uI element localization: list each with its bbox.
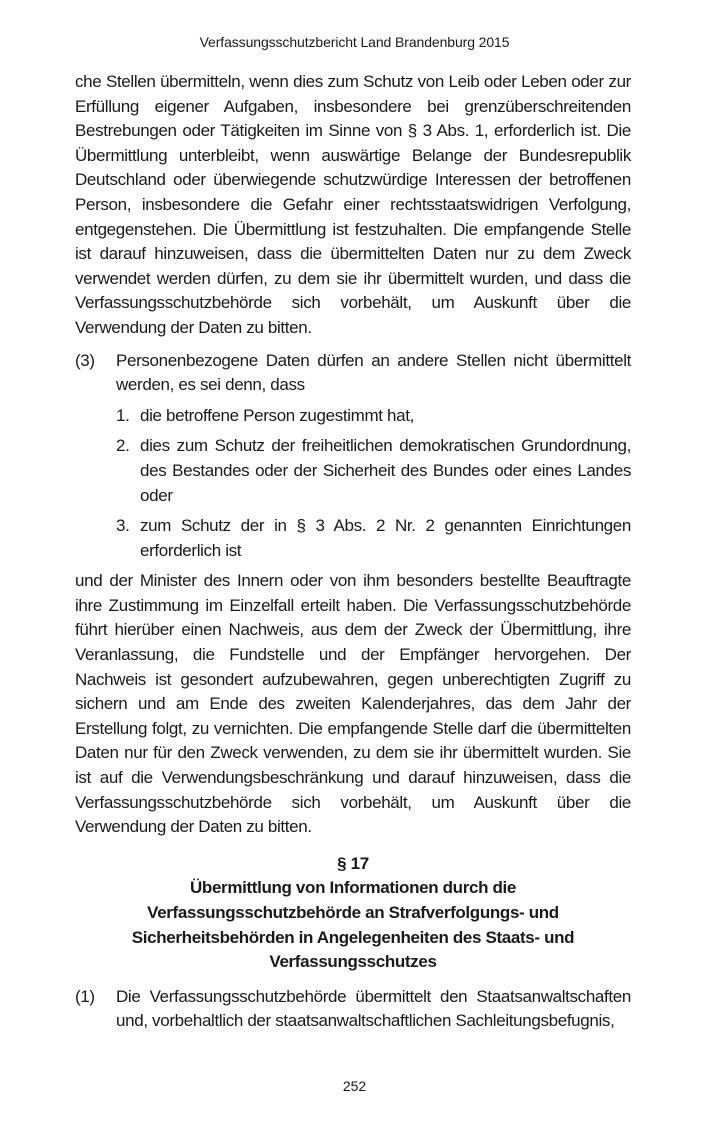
list-item-number: 3. bbox=[116, 516, 130, 536]
section-title-line-1: Übermittlung von Informationen durch die bbox=[189, 878, 516, 898]
paragraph-3 bbox=[75, 349, 631, 570]
list-item bbox=[116, 404, 631, 429]
page-body bbox=[75, 70, 631, 1034]
paragraph-body bbox=[116, 349, 631, 570]
page-number: 252 bbox=[342, 1078, 367, 1094]
paragraph-1 bbox=[75, 985, 631, 1034]
section-number: § 17 bbox=[337, 853, 369, 873]
list-item-text: zum Schutz der in § 3 Abs. 2 Nr. 2 genannten Einrichtungen erforderlich ist bbox=[140, 516, 631, 560]
paragraph-text: Personenbezogene Daten dürfen an andere Stellen nicht übermittelt werden, es sei denn, dass bbox=[116, 350, 631, 395]
section-heading bbox=[75, 852, 631, 975]
running-header: Verfassungsschutzbericht Land Brandenburg 2015 bbox=[199, 34, 510, 50]
list-item-number: 2. bbox=[116, 436, 130, 456]
continuation-paragraph: che Stellen übermitteln, wenn dies zum Schutz von Leib oder Leben oder zur Erfüllung eigener Aufgaben, insbesondere bei grenzüberschreitenden Bestrebungen oder Tätigkeiten im Sinne von § 3 Abs. 1, erforderlich ist. Die Übermittlung unterbleibt, wenn auswärtige Belange der Bundesrepublik Deutschland oder überwiegende schutzwürdige Interessen der betroffenen Person, insbesondere die Gefahr einer rechtsstaatswidrigen Verfolgung, entgegenstehen. Die Übermittlung ist festzuhalten. Die empfangende Stelle ist darauf hinzuweisen, dass die übermittelten Daten nur zu dem Zweck verwendet werden dürfen, zu dem sie ihr übermittelt wurden, und dass die Verfassungsschutzbehörde sich vorbehält, um Auskunft über die Verwendung der Daten zu bitten. bbox=[75, 72, 631, 337]
list-item-number: 1. bbox=[116, 405, 130, 425]
list-item bbox=[116, 514, 631, 563]
section-title-line-2: Verfassungsschutzbehörde an Strafverfolgungs- und Sicherheitsbehörden in Angelegenheiten des Staats- und Verfassungsschutzes bbox=[131, 903, 575, 972]
list-item-text: dies zum Schutz der freiheitlichen demokratischen Grundordnung, des Bestandes oder der Sicherheit des Bundes oder eines Landes oder bbox=[140, 436, 631, 505]
list-item bbox=[116, 434, 631, 508]
paragraph-text: Die Verfassungsschutzbehörde übermittelt den Staatsanwaltschaften und, vorbehaltlich der staatsanwaltschaftlichen Sachleitungsbefugnis, bbox=[116, 986, 631, 1031]
closing-paragraph: und der Minister des Innern oder von ihm besonders bestellte Beauftragte ihre Zustimmung im Einzelfall erteilt haben. Die Verfassungsschutzbehörde führt hierüber einen Nachweis, aus dem der Zweck der Übermittlung, ihre Veranlassung, die Fundstelle und der Empfänger hervorgehen. Der Nachweis ist gesondert aufzubewahren, gegen unberechtigten Zugriff zu sichern und am Ende des zweiten Kalenderjahres, das dem Jahr der Erstellung folgt, zu vernichten. Die empfangende Stelle darf die übermittelten Daten nur für den Zweck verwenden, zu dem sie ihr übermittelt wurden. Sie ist auf die Verwendungsbeschränkung und darauf hinzuweisen, dass die Verfassungsschutzbehörde sich vorbehält, um Auskunft über die Verwendung der Daten zu bitten. bbox=[75, 571, 631, 837]
paragraph-number: (1) bbox=[75, 986, 95, 1006]
paragraph-number: (3) bbox=[75, 350, 95, 370]
list-item-text: die betroffene Person zugestimmt hat, bbox=[140, 405, 415, 425]
enumerated-list bbox=[116, 404, 631, 564]
